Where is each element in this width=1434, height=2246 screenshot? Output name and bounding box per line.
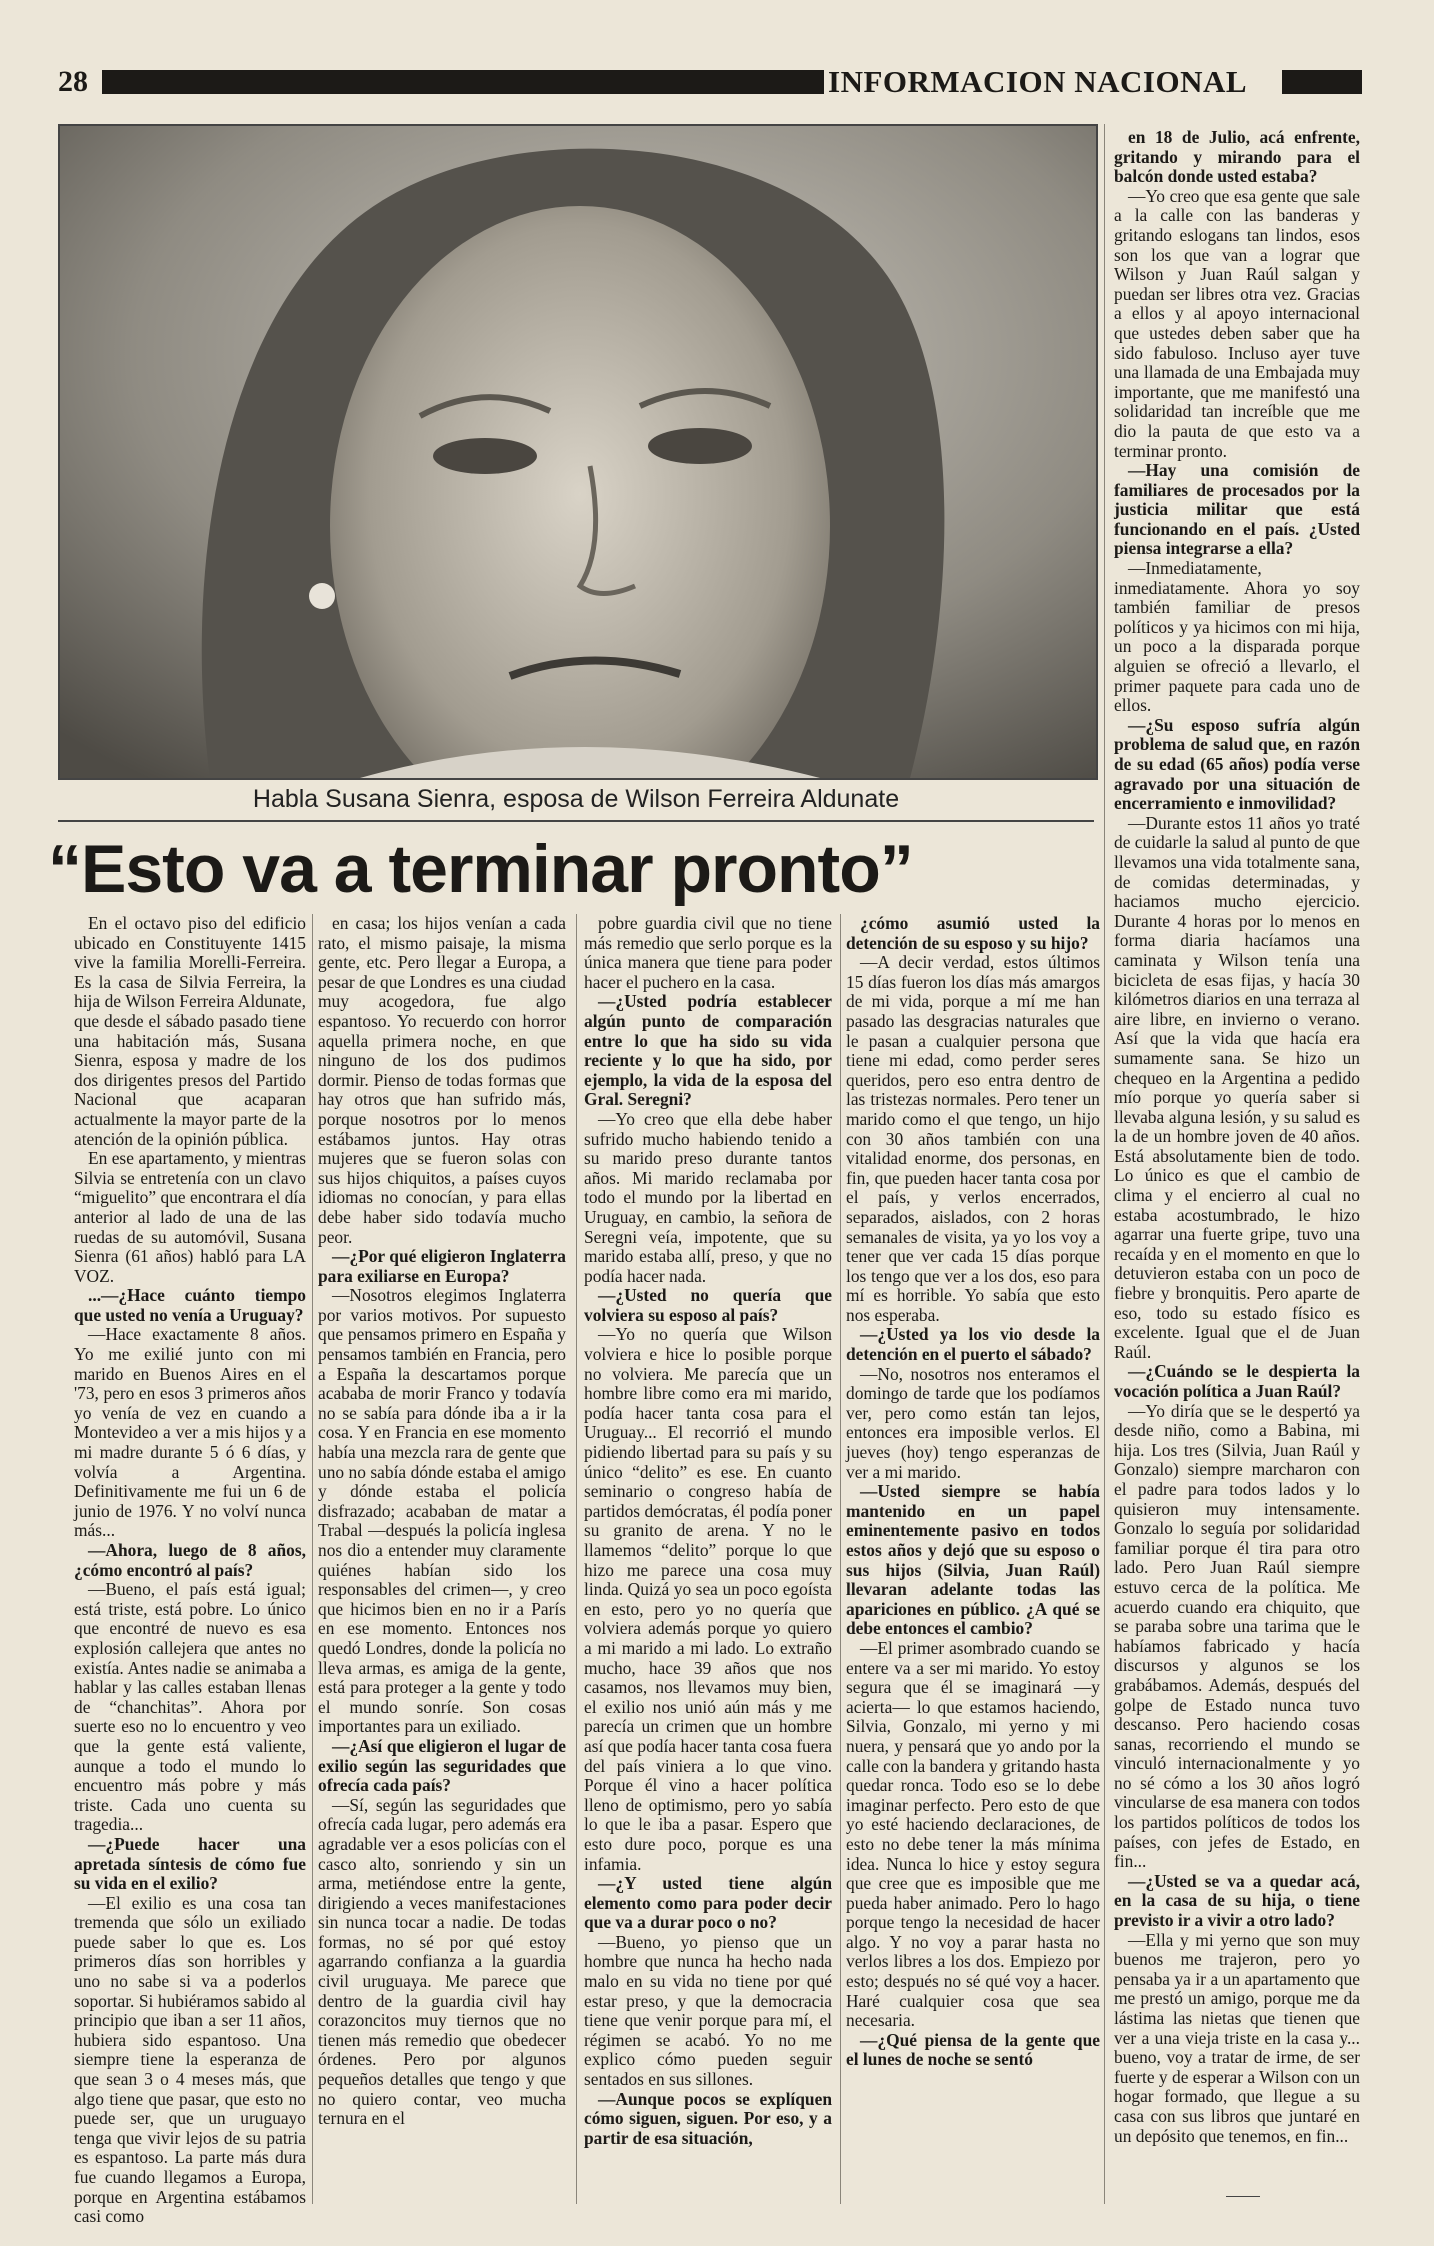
article-column — [1114, 128, 1360, 2204]
interview-question: —¿Puede hacer una apretada síntesis de cómo fue su vida en el exilio? — [74, 1833, 306, 1894]
interview-question: —¿Usted podría establecer algún punto de comparación entre lo que ha sido su vida reciente y lo que ha sido, por ejemplo, la vida de la esposa del Gral. Seregni? — [584, 991, 832, 1110]
article-paragraph: —Sí, según las seguridades que ofrecía cada lugar, pero además era agradable ver a esos policías con el casco alto, sonriendo y sin un arma, metiéndose entre la gente, dirigiendo a veces manifestaciones sin nunca tocar a nadie. De todas formas, no sé por qué estoy agarrando confianza a la guardia civil uruguaya. Me parece que dentro de la guardia civil hay corazoncitos muy tiernos que no tienen más remedio que obedecer órdenes. Pero por algunos pequeños detalles que tengo y que no quiero contar, veo mucha ternura en el — [318, 1794, 566, 2129]
article-paragraph: —A decir verdad, estos últimos 15 días fueron los días más amargos de mi vida, porque a mí me han pasado las desgracias naturales que le pasan a cualquier persona que tiene mi edad, como perder seres queridos, pero eso entra dentro de las tristezas normales. Pero tener un marido como el que tengo, un hijo con 30 años también con una vitalidad enorme, dos personas, en fin, que pueden hacer tanta cosa por el país, y verlos encerrados, separados, aislados, con 2 horas semanales de visita, ya yo los voy a tener que ver cada 15 días porque los tengo que ver a los dos, eso para mí es horrible. Yo sabía que esto nos esperaba. — [846, 952, 1100, 1325]
article-paragraph: —Durante estos 11 años yo traté de cuidarle la salud al punto de que llevamos una vida totalmente sana, de comidas determinadas, y haciamos mucho ejercicio. Durante 4 horas por lo menos en forma diaria hacíamos una caminata y Wilson tenía una bicicleta de esas fijas, y hacía 30 kilómetros diarios en una terraza al aire libre, en invierno o verano. Así que la vida que hacía era sumamente sana. Se hizo un chequeo en la Argentina a pedido mío porque yo quería saber si llevaba alguna lesión, y su salud es la de un hombre joven de 40 años. Está absolutamente bien de todo. Lo único es que el cambio de clima y el encierro al cual no estaba acostumbrado, le hizo agarrar una fuerte gripe, tuvo una recaída y en el momento en que lo detuvieron estaba con un poco de fiebre y bronquitis. Pero aparte de eso, todo su estado físico es excelente. Igual que el de Juan Raúl. — [1114, 812, 1360, 1362]
column-divider — [1104, 124, 1105, 2204]
header-rule — [102, 70, 824, 94]
article-paragraph: en casa; los hijos venían a cada rato, el mismo paisaje, la misma gente, etc. Pero llegar a Europa, a pesar de que Londres es una ciudad muy acogedora, fue algo espantoso. Yo recuerdo con horror aquella primera noche, en que ninguno de los dos pudimos dormir. Pienso de todas formas que hay otros que han sufrido más, porque nosotros por lo menos estábamos juntos. Hay otras mujeres que se fueron solas con sus hijos chiquitos, a países cuyos idiomas no conocían, y para ellas debe haber sido todavía mucho peor. — [318, 913, 566, 1247]
page-number: 28 — [58, 65, 88, 98]
portrait-photo — [58, 124, 1098, 780]
column-divider — [840, 914, 841, 2204]
article-paragraph: pobre guardia civil que no tiene más remedio que serlo porque es la única manera que tiene para poder hacer el puchero en la casa. — [584, 913, 832, 992]
interview-question: —¿Y usted tiene algún elemento como para poder decir que va a durar poco o no? — [584, 1873, 832, 1933]
end-rule — [1226, 2196, 1260, 2197]
column-divider — [576, 914, 577, 2204]
article-paragraph: —Hace exactamente 8 años. Yo me exilié junto con mi marido en Buenos Aires en el '73, pero en esos 3 primeros años yo venía de vez en cuando a Montevideo a ver a mis hijos y a mi madre durante 5 ó 6 días, y volvía a Argentina. Definitivamente me fui un 6 de junio de 1976. Y no volví nunca más... — [74, 1324, 306, 1541]
interview-question: —Hay una comisión de familiares de procesados por la justicia militar que está funcionando en el país. ¿Usted piensa integrarse a ella? — [1114, 460, 1360, 559]
portrait-photo-icon — [60, 126, 1096, 778]
section-title: INFORMACION NACIONAL — [828, 64, 1248, 99]
column-divider — [312, 914, 313, 2204]
article-column — [74, 913, 306, 2227]
article-column — [846, 914, 1100, 2204]
article-paragraph: —Yo no quería que Wilson volviera e hice lo posible porque no volviera. Me parecía que un hombre libre como era mi marido, podía hacer tanta cosa para el Uruguay... El recorrió el mundo pidiendo libertad para su país y su único “delito” es ese. En cuanto seminario o congreso había de partidos demócratas, él podía poner su granito de arena. Y no le llamemos “delito” porque lo que hizo me parece una cosa muy linda. Quizá yo sea un poco egoísta en esto, pero yo no quería que volviera además porque yo quiero a mi marido a mi lado. Lo extraño mucho, hace 39 años que nos casamos, nos llevamos muy bien, el exilio nos unió aún más y me parecía un crimen que un hombre así que podía hacer tanta cosa fuera del país viniera a lo que vino. Porque él vino a hacer política lleno de optimismo, pero yo sabía lo que le iba a pasar. Espero que esto dure poco, porque es una infamia. — [584, 1324, 832, 1874]
article-paragraph: —Yo creo que esa gente que sale a la calle con las banderas y gritando eslogans tan lindos, esos son los que van a lograr que Wilson y Juan Raúl salgan y puedan ser libres otra vez. Gracias a ellos y al apoyo internacional que ustedes deben saber que ha sido fabuloso. Incluso ayer tuve una llamada de una Embajada muy importante, que me manifestó una solidaridad tan increíble que me dio la pauta de que esto va a terminar pronto. — [1114, 185, 1360, 461]
header-rule — [1282, 70, 1362, 94]
article-paragraph: —Nosotros elegimos Inglaterra por varios motivos. Por supuesto que pensamos primero en España y pensamos también en Francia, pero a España la descartamos porque acababa de morir Franco y todavía no se sabía para dónde iba a ir la cosa. Y en Francia en ese momento había una mezcla rara de gente que uno no sabía dónde estaba el amigo y dónde estaba el policía disfrazado; acababan de matar a Trabal —después la policía inglesa nos dio a entender muy claramente quiénes habían sido los responsables del crimen—, y creo que hicimos bien en no ir a París en ese momento. Entonces nos quedó Londres, donde la policía no lleva armas, es amiga de la gente, está para proteger a la gente y todo el mundo sonríe. Son cosas importantes para un exiliado. — [318, 1285, 566, 1737]
article-column — [318, 914, 566, 2204]
page-header — [58, 64, 1362, 100]
interview-question: —¿Por qué eligieron Inglaterra para exiliarse en Europa? — [318, 1246, 566, 1286]
article-paragraph: En el octavo piso del edificio ubicado en Constituyente 1415 vive la familia Morelli-Ferreira. Es la casa de Silvia Ferreira, la hija de Wilson Ferreira Aldunate, que desde el sábado pasado tiene una habitación más, Susana Sienra, esposa y madre de los dos dirigentes presos del Partido Nacional que acaparan actualmente la mayor parte de la atención de la opinión pública. — [74, 913, 306, 1149]
article-paragraph: —El exilio es una cosa tan tremenda que sólo un exiliado puede saber lo que es. Los primeros días son horribles y uno no sabe si va a poderlos soportar. Si hubiéramos sabido al principio que iban a ser 11 años, hubiera sido espantoso. Una siempre tiene la esperanza de que sean 3 o 4 meses más, que algo tiene que pasar, que esto no puede ser, que un uruguayo tenga que vivir lejos de su patria es espantoso. La parte más dura fue cuando llegamos a Europa, porque en Argentina estábamos casi como — [74, 1892, 306, 2227]
article-paragraph: —Ella y mi yerno que son muy buenos me trajeron, pero yo pensaba ya ir a un apartamento que me prestó un amigo, porque me da lástima las nietas que tienen que ver a una vieja triste en la casa y... bueno, voy a tratar de irme, de ser fuerte y de esperar a Wilson con un hogar formado, que llegue a su casa con sus libros que juntaré en un depósito que tenemos, en fin... — [1114, 1929, 1360, 2146]
interview-question: —¿Usted no quería que volviera su esposo al país? — [584, 1285, 832, 1325]
interview-question: —¿Así que eligieron el lugar de exilio según las seguridades que ofrecía cada país? — [318, 1735, 566, 1796]
interview-question: —¿Cuándo se le despierta la vocación política a Juan Raúl? — [1114, 1361, 1360, 1401]
interview-question: —Aunque pocos se explíquen cómo siguen, siguen. Por eso, y a partir de esa situación, — [584, 2088, 832, 2148]
interview-question: ...—¿Hace cuánto tiempo que usted no venía a Uruguay? — [74, 1285, 306, 1325]
article-paragraph: —Yo diría que se le despertó ya desde niño, como a Babina, mi hija. Los tres (Silvia, Juan Raúl y Gonzalo) siempre marcharon con el padre para todos lados y lo quisieron muy intensamente. Gonzalo lo seguía por solidaridad familiar porque él tira para otro lado. Pero Juan Raúl siempre estuvo cerca de la política. Me acuerdo cuando era chiquito, que se paraba sobre una tarima que le habíamos fabricado y hacía discursos y algunos se los grabábamos. Además, después del golpe de Estado nunca tuvo descanso. Pero haciendo cosas sanas, recorriendo el mundo se vinculó internacionalmente y yo no sé cómo a los 30 años logró vincularse de esa manera con todos los partidos políticos de todos los países, con jefes de Estado, en fin... — [1114, 1400, 1360, 1872]
interview-question: —Ahora, luego de 8 años, ¿cómo encontró al país? — [74, 1540, 306, 1580]
interview-question: —Usted siempre se había mantenido en un papel eminentemente pasivo en todos estos años y dejó que su esposo o sus hijos (Silvia, Juan Raúl) llevaran adelante todas las apariciones en público. ¿A qué se debe entonces el cambio? — [846, 1481, 1100, 1639]
interview-question: —¿Usted ya los vio desde la detención en el puerto el sábado? — [846, 1324, 1100, 1365]
article-paragraph: —El primer asombrado cuando se entere va a ser mi marido. Yo estoy segura que él se imaginará —y acierta— lo que estamos haciendo, Silvia, Gonzalo, mi yerno y mi nuera, y pensará que yo ando por la calle con la bandera y gritando hasta quedar ronca. Todo eso se lo debe imaginar perfecto. Pero esto de que yo esté haciendo declaraciones, de esto no debe tener la más mínima idea. Nunca lo hice y estoy segura que cree que es imposible que me pueda haber animado. Pero lo hago porque tengo la necesidad de hacer algo. Y no voy a parar hasta no verlos libres a los dos. Empiezo por esto; después no sé qué voy a hacer. Haré cualquier cosa que sea necesaria. — [846, 1637, 1100, 2031]
interview-question: —¿Usted se va a quedar acá, en la casa de su hija, o tiene previsto ir a vivir a otro lado? — [1114, 1870, 1360, 1931]
article-paragraph: —Yo creo que ella debe haber sufrido mucho habiendo tenido a su marido preso durante tantos años. Mi marido reclamaba por todo el mundo por la libertad en Uruguay, en cambio, la señora de Seregni veía, impotente, que su marido estaba allí, preso, y que no podía hacer nada. — [584, 1108, 832, 1286]
interview-question: ¿cómo asumió usted la detención de su esposo y su hijo? — [846, 913, 1100, 953]
headline: “Esto va a terminar pronto” — [48, 831, 913, 907]
article-paragraph: En ese apartamento, y mientras Silvia se entretenía con un clavo “miguelito” que encontrara el día anterior al lado de una de las ruedas de su automóvil, Susana Sienra (61 años) habló para LA VOZ. — [74, 1148, 306, 1286]
article-paragraph: —Bueno, el país está igual; está triste, está pobre. Lo único que encontré de nuevo es esa explosión callejera que antes no existía. Antes nadie se animaba a hablar y las calles estaban llenas de “chanchitas”. Ahora por suerte eso no lo encuentro y veo que la gente está valiente, aunque a todo el mundo lo encuentro más pobre y más triste. Cada uno cuenta su tragedia... — [74, 1579, 306, 1835]
interview-question: —¿Qué piensa de la gente que el lunes de noche se sentó — [846, 2029, 1100, 2070]
photo-caption: Habla Susana Sienra, esposa de Wilson Ferreira Aldunate — [252, 785, 900, 813]
article-paragraph: —Inmediatamente, inmediatamente. Ahora yo soy también familiar de presos políticos y ya hicimos con mi hija, un poco a la disparada porque alguien se ofreció a llevarlo, el primer paquete para cada uno de ellos. — [1114, 558, 1360, 716]
article-paragraph: —Bueno, yo pienso que un hombre que nunca ha hecho nada malo en su vida no tiene por qué estar preso, y que la democracia tiene que venir porque para mí, el régimen se acabó. Yo no me explico cómo pueden seguir sentados en sus sillones. — [584, 1931, 832, 2090]
interview-question: —¿Su esposo sufría algún problema de salud que, en razón de su edad (65 años) podía verse agravado por una situación de encerramiento e inmovilidad? — [1114, 714, 1360, 814]
article-paragraph: —No, nosotros nos enteramos el domingo de tarde que los podíamos ver, pero como están tan lejos, entonces era imposible verlos. El jueves (hoy) tengo esperanzas de ver a mi marido. — [846, 1363, 1100, 1482]
article-column — [584, 914, 832, 2204]
interview-question: en 18 de Julio, acá enfrente, gritando y mirando para el balcón donde usted estaba? — [1114, 127, 1360, 187]
caption-divider — [58, 820, 1094, 822]
